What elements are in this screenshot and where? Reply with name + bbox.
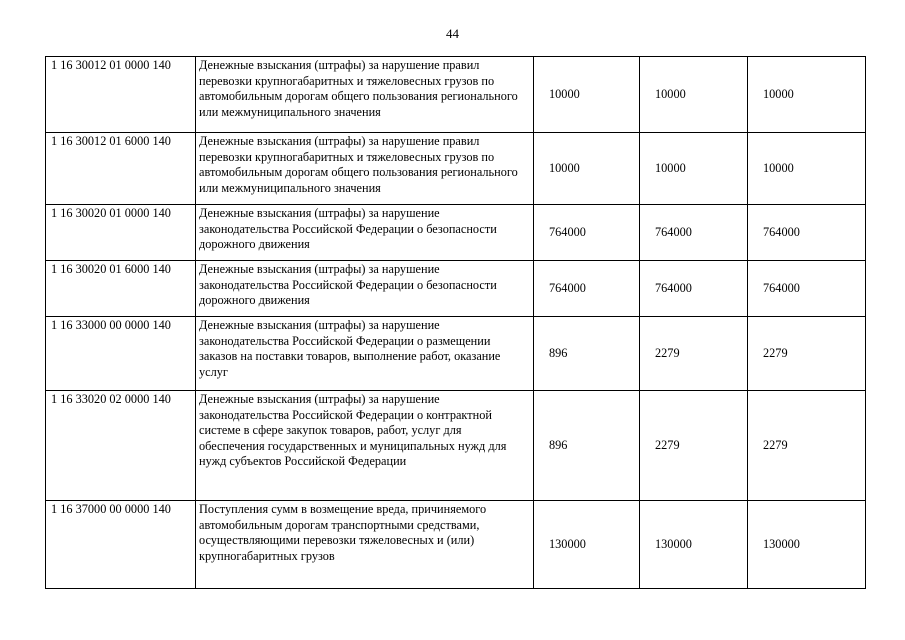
revenue-code-cell: 1 16 37000 00 0000 140 xyxy=(46,501,196,589)
amount-year-1-cell: 130000 xyxy=(534,501,640,589)
amount-year-2-cell: 764000 xyxy=(640,205,748,261)
amount-year-2-cell: 10000 xyxy=(640,133,748,205)
amount-year-1-cell: 10000 xyxy=(534,133,640,205)
table-row xyxy=(46,57,866,133)
revenue-code-cell: 1 16 30020 01 6000 140 xyxy=(46,261,196,317)
amount-year-3-cell: 10000 xyxy=(748,133,866,205)
amount-year-2-cell: 764000 xyxy=(640,261,748,317)
amount-year-1-cell: 10000 xyxy=(534,57,640,133)
revenue-description-cell: Денежные взыскания (штрафы) за нарушение правил перевозки крупногабаритных и тяжеловесных грузов по автомобильным дорогам общего пользования регионального или межмуниципального значения xyxy=(196,57,534,133)
revenue-code-cell: 1 16 33000 00 0000 140 xyxy=(46,317,196,391)
page-number: 44 xyxy=(446,26,459,41)
table-row xyxy=(46,501,866,589)
amount-year-3-cell: 10000 xyxy=(748,57,866,133)
revenue-code-cell: 1 16 30012 01 0000 140 xyxy=(46,57,196,133)
amount-year-3-cell: 130000 xyxy=(748,501,866,589)
revenue-code-cell: 1 16 30012 01 6000 140 xyxy=(46,133,196,205)
revenue-description-cell: Денежные взыскания (штрафы) за нарушение законодательства Российской Федерации о размещении заказов на поставки товаров, выполнение работ, оказание услуг xyxy=(196,317,534,391)
amount-year-1-cell: 896 xyxy=(534,317,640,391)
revenue-code-cell: 1 16 30020 01 0000 140 xyxy=(46,205,196,261)
amount-year-2-cell: 10000 xyxy=(640,57,748,133)
table-row xyxy=(46,261,866,317)
amount-year-2-cell: 130000 xyxy=(640,501,748,589)
amount-year-1-cell: 764000 xyxy=(534,205,640,261)
table-row xyxy=(46,391,866,501)
amount-year-3-cell: 764000 xyxy=(748,205,866,261)
table-row xyxy=(46,317,866,391)
amount-year-3-cell: 2279 xyxy=(748,391,866,501)
table-row xyxy=(46,133,866,205)
revenue-description-cell: Поступления сумм в возмещение вреда, причиняемого автомобильным дорогам транспортными средствами, осуществляющими перевозки тяжеловесных и (или) крупногабаритных грузов xyxy=(196,501,534,589)
revenue-description-cell: Денежные взыскания (штрафы) за нарушение законодательства Российской Федерации о контрактной системе в сфере закупок товаров, работ, услуг для обеспечения государственных и муниципальных нужд для нужд субъектов Российской Федерации xyxy=(196,391,534,501)
revenue-description-cell: Денежные взыскания (штрафы) за нарушение правил перевозки крупногабаритных и тяжеловесных грузов по автомобильным дорогам общего пользования регионального или межмуниципального значения xyxy=(196,133,534,205)
amount-year-3-cell: 2279 xyxy=(748,317,866,391)
amount-year-1-cell: 896 xyxy=(534,391,640,501)
amount-year-3-cell: 764000 xyxy=(748,261,866,317)
amount-year-2-cell: 2279 xyxy=(640,391,748,501)
revenue-table xyxy=(45,56,866,589)
revenue-description-cell: Денежные взыскания (штрафы) за нарушение законодательства Российской Федерации о безопасности дорожного движения xyxy=(196,261,534,317)
amount-year-2-cell: 2279 xyxy=(640,317,748,391)
table-row xyxy=(46,205,866,261)
revenue-description-cell: Денежные взыскания (штрафы) за нарушение законодательства Российской Федерации о безопасности дорожного движения xyxy=(196,205,534,261)
amount-year-1-cell: 764000 xyxy=(534,261,640,317)
revenue-code-cell: 1 16 33020 02 0000 140 xyxy=(46,391,196,501)
